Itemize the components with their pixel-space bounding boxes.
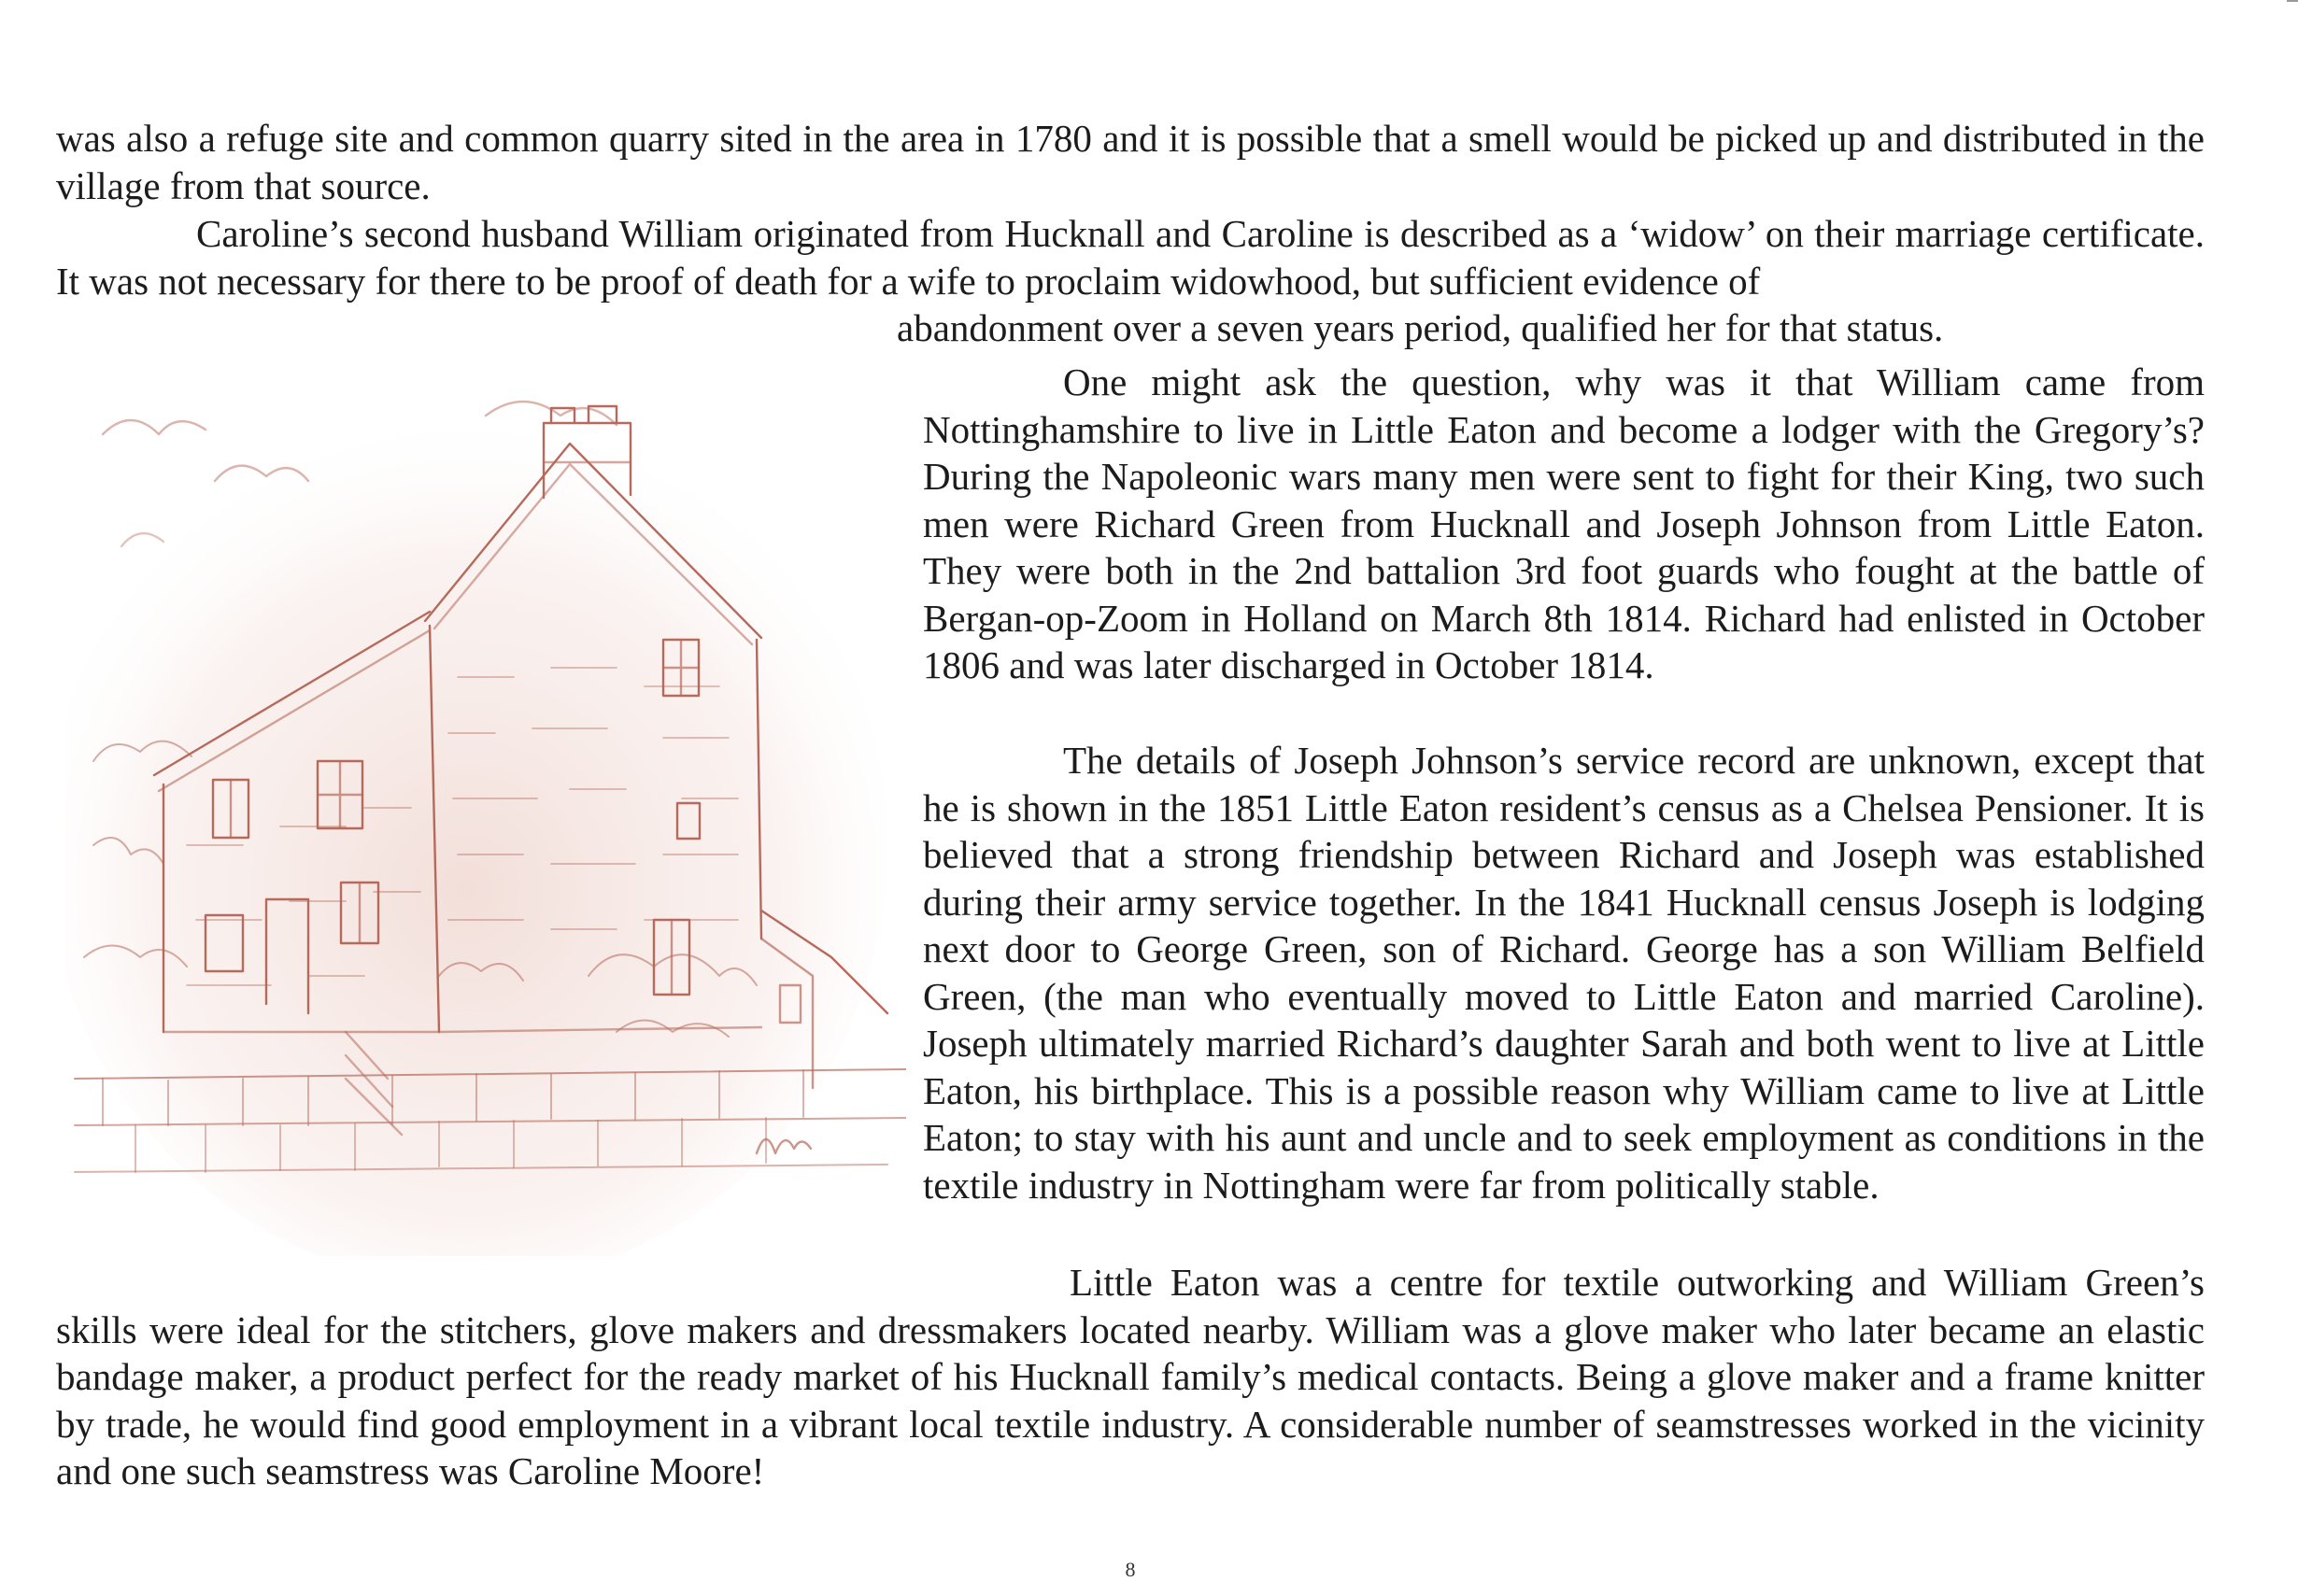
page-number: 8 <box>1125 1558 1136 1581</box>
paragraph-little-eaton: Little Eaton was a centre for textile outworking and William Green’s skills were ideal for the stitchers, glove makers and dressmakers located nearby. William was a glove maker who later became an elastic bandage maker, a product perfect for the ready market of his Hucknall family’s medical contacts. Being a glove maker and a frame knitter by trade, he would find good employment in a vibrant local textile industry. A considerable number of seamstresses worked in the vicinity and one such seamstress was Caroline Moore! <box>56 1261 2205 1492</box>
scan-mark <box>2287 0 2298 2</box>
paragraph-question: One might ask the question, why was it that William came from Nottinghamshire to live in Little Eaton and become a lodger with the Gregory’s? During the Napoleonic wars many men were sent to fight for their King, two such men were Richard Green from Hucknall and Joseph Johnson from Little Eaton. They were both in the 2nd battalion 3rd foot guards who fought at the battle of Bergan-op-Zoom in Holland on March 8th 1814. Richard had enlisted in October 1806 and was later discharged in October 1814. <box>923 360 2205 686</box>
paragraph-service-record: The details of Joseph Johnson’s service record are unknown, except that he is shown in the 1851 Little Eaton resident’s census as a Chelsea Pensioner. It is believed that a strong friendship between Richard and Joseph was established during their army service together. In the 1841 Hucknall census Joseph is lodging next door to George Green, son of Richard. George has a son William Belfield Green, (the man who eventually moved to Little Eaton and married Caroline). Joseph ultimately married Richard’s daughter Sarah and both went to live at Little Eaton, his birthplace. This is a possible reason why William came to live at Little Eaton; to stay with his aunt and uncle and to seek employment as conditions in the textile industry in Nottingham were far from politically stable. <box>923 739 2205 1207</box>
paragraph-continuation: was also a refuge site and common quarry sited in the area in 1780 and it is possible that a smell would be picked up and distributed in the village from that source. <box>56 117 2205 207</box>
paragraph-second-husband: Caroline’s second husband William originated from Hucknall and Caroline is described as a ‘widow’ on their marriage certificate. It was not necessary for there to be proof of death for a wife to proclaim widowhood, but sufficient evidence of abandonment over a seven years period, qualified her for that status. <box>56 210 2205 352</box>
house-sketch-illustration <box>65 360 906 1256</box>
paragraph-second-husband-end: abandonment over a seven years period, qualified her for that status. <box>897 306 1944 349</box>
